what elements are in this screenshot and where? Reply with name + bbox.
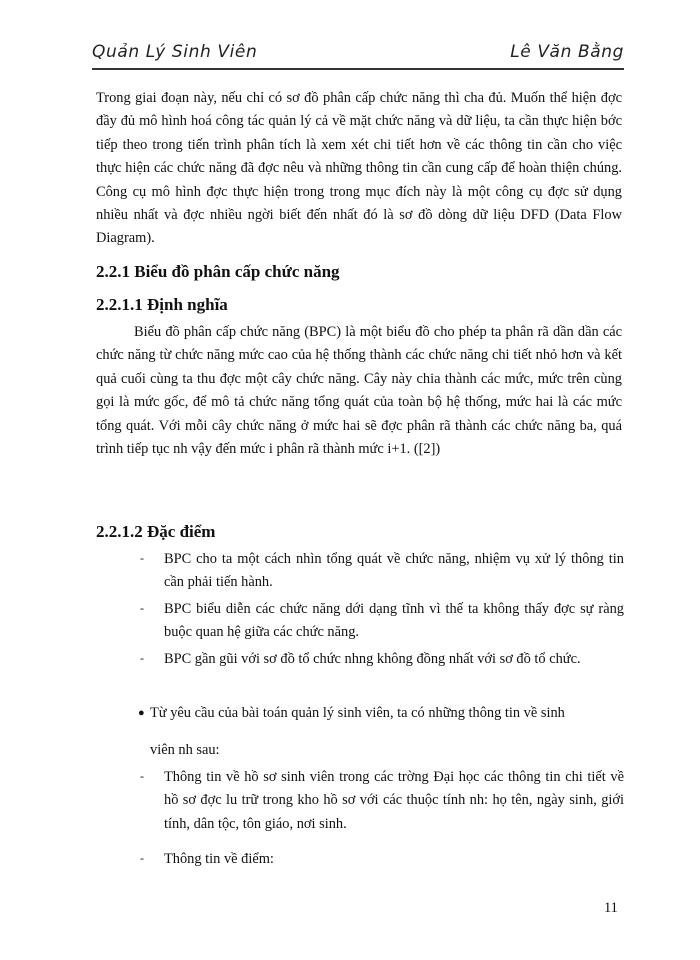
dash-bullet-icon: - xyxy=(140,651,144,665)
dash-bullet-icon: - xyxy=(140,601,144,615)
dot-list-item xyxy=(138,702,628,763)
header-title: Quản Lý Sinh Viên xyxy=(92,42,258,62)
definition-paragraph: Biểu đồ phân cấp chức năng (BPC) là một biểu đồ cho phép ta phân rã dần dần các chức năng từ chức năng mức cao của hệ thống thành các chức năng chi tiết nhỏ hơn và kết quả cuối cùng ta thu đợc một cây chức năng. Cây này chia thành các mức, mức trên cùng gọi là mức gốc, để mô tả chức năng tổng quát của toàn bộ hệ thống, mức hai là các mức tổng quát. Với mỗi cây chức năng ở mức hai sẽ đợc phân rã thành các chức năng ba, quá trình tiếp tục nh vậy đến mức i phân rã thành mức i+1. ([2]) xyxy=(96,324,622,458)
list-item xyxy=(140,598,624,645)
list-item xyxy=(140,648,624,671)
section-heading: 2.2.1 Biểu đồ phân cấp chức năng xyxy=(96,262,340,281)
dash-bullet-icon: - xyxy=(140,551,144,565)
subsection-heading-features: 2.2.1.2 Đặc điểm xyxy=(96,522,216,541)
header-author: Lê Văn Bằng xyxy=(510,42,624,62)
list-item-text: BPC gần gũi với sơ đồ tổ chức nhng không đồng nhất với sơ đồ tổ chức. xyxy=(164,651,581,667)
list-item-text: BPC biểu diễn các chức năng dới dạng tĩnh vì thế ta không thấy đợc sự ràng buộc quan hệ giữa các chức năng. xyxy=(164,601,624,641)
list-item-text: Thông tin về hồ sơ sinh viên trong các trờng Đại học các thông tin chi tiết về hồ sơ đợc lu trữ trong kho hồ sơ với các thuộc tính nh: họ tên, ngày sinh, giới tính, dân tộc, tôn giáo, nơi sinh. xyxy=(164,769,624,832)
dot-item-text-line1: Từ yêu cầu của bài toán quản lý sinh viên, ta có những thông tin về sinh xyxy=(150,705,565,721)
header-rule xyxy=(92,68,624,70)
subsection-heading-definition: 2.2.1.1 Định nghĩa xyxy=(96,295,228,314)
list-item xyxy=(140,848,624,871)
list-item-text: BPC cho ta một cách nhìn tổng quát về chức năng, nhiệm vụ xử lý thông tin cần phải tiến hành. xyxy=(164,551,624,591)
round-bullet-icon: ● xyxy=(138,707,145,719)
intro-paragraph: Trong giai đoạn này, nếu chỉ có sơ đồ phân cấp chức năng thì cha đủ. Muốn thể hiện đợc đầy đủ mô hình hoá công tác quản lý cả về mặt chức năng và dữ liệu, ta cần thực hiện bớc tiếp theo trong tiến trình phân tích là xem xét chi tiết hơn về các thông tin cần cho việc thực hiện các chức năng đã đợc nêu và những thông tin cần cung cấp để hoàn thiện chúng. Công cụ mô hình đợc thực hiện trong trong mục đích này là một công cụ đợc sử dụng nhiều nhất và đợc nhiều ngời biết đến nhất đó là sơ đồ dòng dữ liệu DFD (Data Flow Diagram). xyxy=(96,90,622,247)
list-item xyxy=(140,766,624,836)
page-number: 11 xyxy=(604,900,618,916)
running-header xyxy=(92,40,624,66)
dot-item-text-line2: viên nh sau: xyxy=(150,742,220,759)
list-item xyxy=(140,548,624,595)
dash-bullet-icon: - xyxy=(140,769,144,783)
list-item-text: Thông tin về điểm: xyxy=(164,851,274,867)
dash-bullet-icon: - xyxy=(140,851,144,865)
